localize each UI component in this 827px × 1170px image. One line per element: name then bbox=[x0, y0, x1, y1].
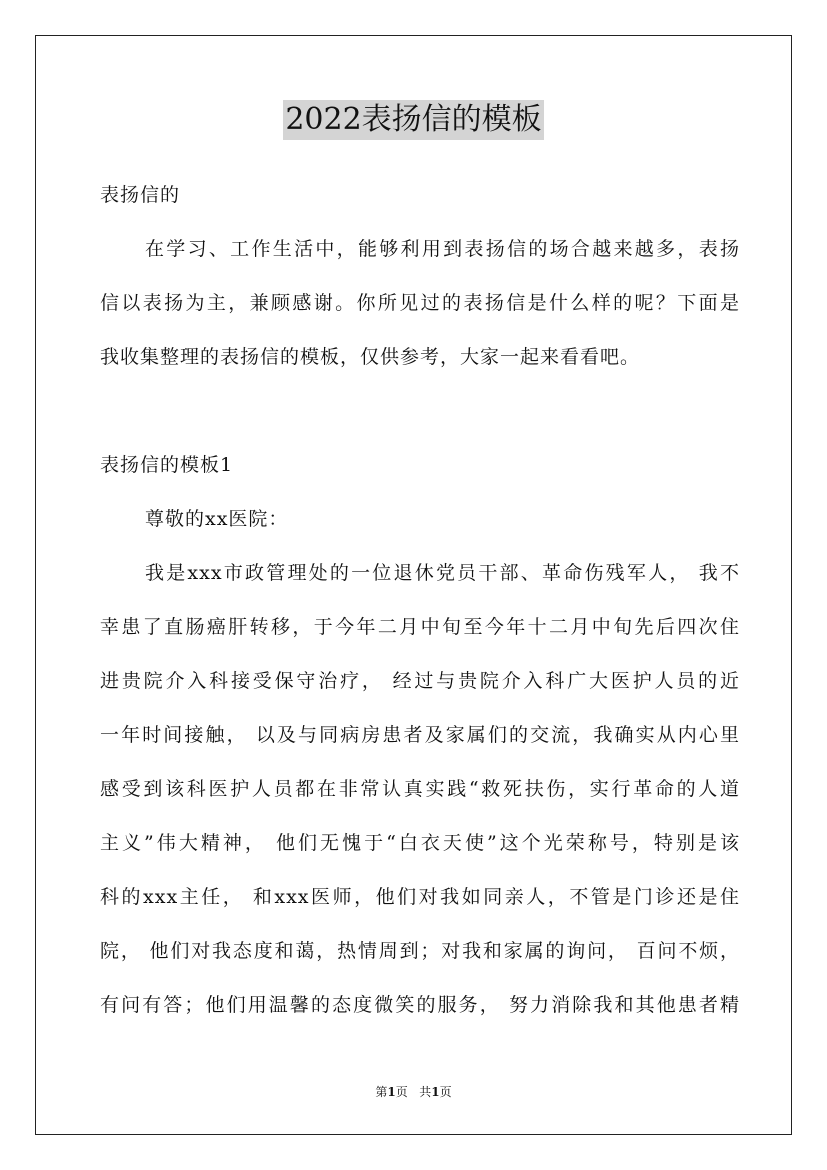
footer-page-prefix: 第 bbox=[375, 1085, 388, 1099]
footer-page-suffix: 页 bbox=[395, 1085, 408, 1099]
intro-heading: 表扬信的 bbox=[100, 184, 181, 206]
salutation: 尊敬的xx医院： bbox=[145, 508, 289, 530]
body-line-6: 主义”伟大精神， 他们无愧于“白衣天使”这个光荣称号，特别是该 bbox=[100, 832, 740, 854]
document-title: 2022表扬信的模板 bbox=[283, 100, 543, 140]
footer-total-prefix: 共 bbox=[419, 1085, 432, 1099]
footer-page-number: 1 bbox=[387, 1085, 396, 1099]
body-line-7: 科的xxx主任， 和xxx医师，他们对我如同亲人，不管是门诊还是住 bbox=[100, 886, 740, 908]
title-container bbox=[0, 100, 827, 140]
body-line-1: 我是xxx市政管理处的一位退休党员干部、革命伤残军人， 我不 bbox=[145, 562, 740, 584]
page-footer bbox=[0, 1084, 827, 1100]
body-line-5: 感受到该科医护人员都在非常认真实践“救死扶伤，实行革命的人道 bbox=[100, 778, 740, 800]
intro-line-1: 在学习、工作生活中，能够利用到表扬信的场合越来越多，表扬 bbox=[145, 238, 740, 260]
body-line-2: 幸患了直肠癌肝转移，于今年二月中旬至今年十二月中旬先后四次住 bbox=[100, 616, 740, 638]
footer-total-suffix: 页 bbox=[439, 1085, 452, 1099]
intro-line-3: 我收集整理的表扬信的模板，仅供参考，大家一起来看看吧。 bbox=[100, 346, 641, 368]
body-line-8: 院， 他们对我态度和蔼，热情周到；对我和家属的询问， 百问不烦， bbox=[100, 940, 740, 962]
intro-line-2: 信以表扬为主，兼顾感谢。你所见过的表扬信是什么样的呢？下面是 bbox=[100, 292, 740, 314]
body-line-9: 有问有答；他们用温馨的态度微笑的服务， 努力消除我和其他患者精 bbox=[100, 994, 740, 1016]
section-heading: 表扬信的模板1 bbox=[100, 454, 234, 476]
body-line-3: 进贵院介入科接受保守治疗， 经过与贵院介入科广大医护人员的近 bbox=[100, 670, 740, 692]
body-line-4: 一年时间接触， 以及与同病房患者及家属们的交流，我确实从内心里 bbox=[100, 724, 740, 746]
footer-total-number: 1 bbox=[431, 1085, 440, 1099]
